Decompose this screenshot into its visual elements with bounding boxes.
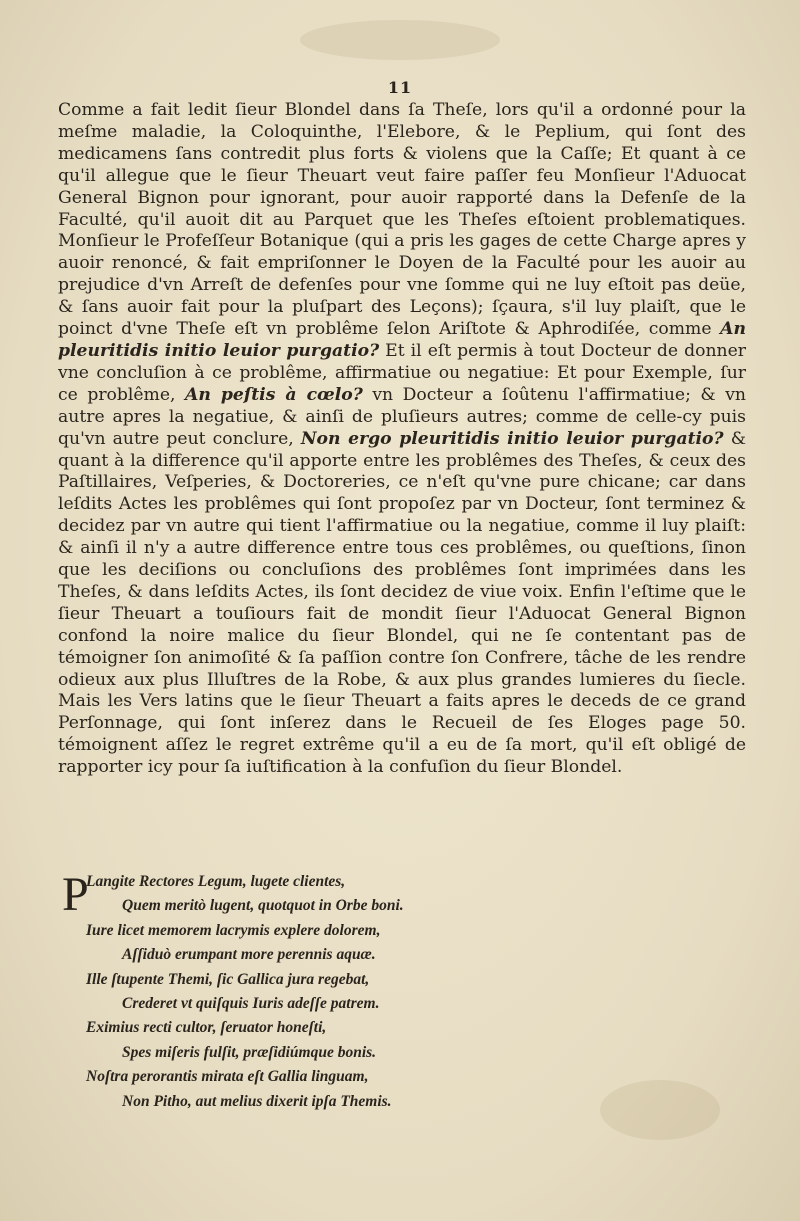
latin-quote: An peſtis à cœlo? — [185, 384, 363, 405]
paragraph — [58, 100, 746, 779]
text-run: vn Docteur a ſoûtenu l'affirmatiue; & vn autre apres la negatiue, & ainſi de pluſieurs autres; comme de celle-cy puis qu'vn autre peut conclure, — [58, 384, 747, 449]
poem-line: Ille ſtupente Themi, ſic Gallica jura regebat, — [86, 970, 370, 988]
text-run: & quant à la difference qu'il apporte entre les problêmes des Theſes, & ceux des Paſtillaires, Veſperies, & Doctoreries, ce n'eſt qu'vne pure chicane; car dans leſdits Actes les problêmes qui ſont propoſez par vn Docteur, ſont terminez & decidez par vn autre qui tient l'affirmatiue ou la negatiue, comme il luy plaiſt: & ainſi il n'y a autre difference entre tous ces problêmes, ou queſtions, ſinon que les deciſions ou concluſions des problêmes ſont imprimées dans les Theſes, & dans leſdits Actes, ils ſont decidez de viue voix. Enfin l'eſtime que le ſieur Theuart a touſiours fait de mondit ſieur l'Aduocat General Bignon confond la noire malice du ſieur Blondel, qui ne ſe contentant pas de témoigner ſon animoſité & ſa paſſion contre ſon Confrere, tâche de les rendre odieux aux plus Illuſtres de la Robe, & aux plus grandes lumieres du ſiecle. Mais les Vers latins que le ſieur Theuart a faits apres le deceds de ce grand Perſonnage, qui ſont inſerez dans le Recueil de ſes Eloges page 50. témoignent aſſez le regret extrême qu'il a eu de ſa mort, qu'il eſt obligé de rapporter icy pour ſa iuſtification à la confuſion du ſieur Blondel. — [58, 428, 746, 778]
poem-line: Quem meritò lugent, quotquot in Orbe boni. — [122, 897, 404, 915]
poem-line: Aſſiduò erumpant more perennis aquæ. — [122, 946, 376, 964]
paper-stain — [300, 20, 500, 60]
poem-line: Crederet vt quiſquis Iuris adeſſe patrem. — [122, 994, 380, 1012]
drop-cap: P — [62, 868, 89, 921]
latin-quote: An pleuritidis initio leuior purgatio? — [58, 319, 746, 361]
body-text — [58, 100, 746, 779]
poem-line: Iure licet memorem lacrymis explere dolorem, — [86, 921, 381, 939]
poem-line: Spes miſeris fulſit, præſidiúmque bonis. — [122, 1043, 377, 1061]
poem-line: Langite Rectores Legum, lugete clientes, — [86, 873, 346, 890]
page-number: 11 — [387, 78, 413, 97]
poem-line: Noſtra perorantis mirata eſt Gallia linguam, — [86, 1068, 369, 1086]
text-run: Et il eſt permis à tout Docteur de donner vne concluſion à ce problême, affirmatiue ou negatiue: Et pour Exemple, ſur ce problême, — [58, 340, 746, 405]
poem-line: Eximius recti cultor, ſeruator honeſti, — [86, 1019, 327, 1037]
text-run: Comme a fait ledit ſieur Blondel dans ſa Theſe, lors qu'il a ordonné pour la meſme maladie, la Coloquinthe, l'Elebore, & le Peplium, qui ſont des medicamens ſans contredit plus forts & violens que la Caſſe; Et quant à ce qu'il allegue que le ſieur Theuart veut faire paſſer feu Monſieur l'Aduocat General Bignon pour ignorant, pour auoir rapporté dans la Defenſe de la Faculté, qu'il auoit dit au Parquet que les Theſes eſtoient problematiques. Monſieur le Profeſſeur Botanique (qui a pris les gages de cette Charge apres y auoir renoncé, & fait empriſonner le Doyen de la Faculté pour les auoir au prejudice d'vn Arreſt de defenſes pour vne ſomme qui ne luy eſtoit pas deüe, & ſans auoir fait pour la pluſpart des Leçons); ſçaura, s'il luy plaiſt, que le poinct d'vne Theſe eſt vn problême ſelon Ariſtote & Aphrodiſée, comme — [58, 100, 746, 340]
latin-poem — [62, 870, 702, 1114]
latin-quote: Non ergo pleuritidis initio leuior purgatio? — [300, 428, 724, 449]
poem-line: Non Pitho, aut melius dixerit ipſa Themis. — [122, 1092, 392, 1110]
